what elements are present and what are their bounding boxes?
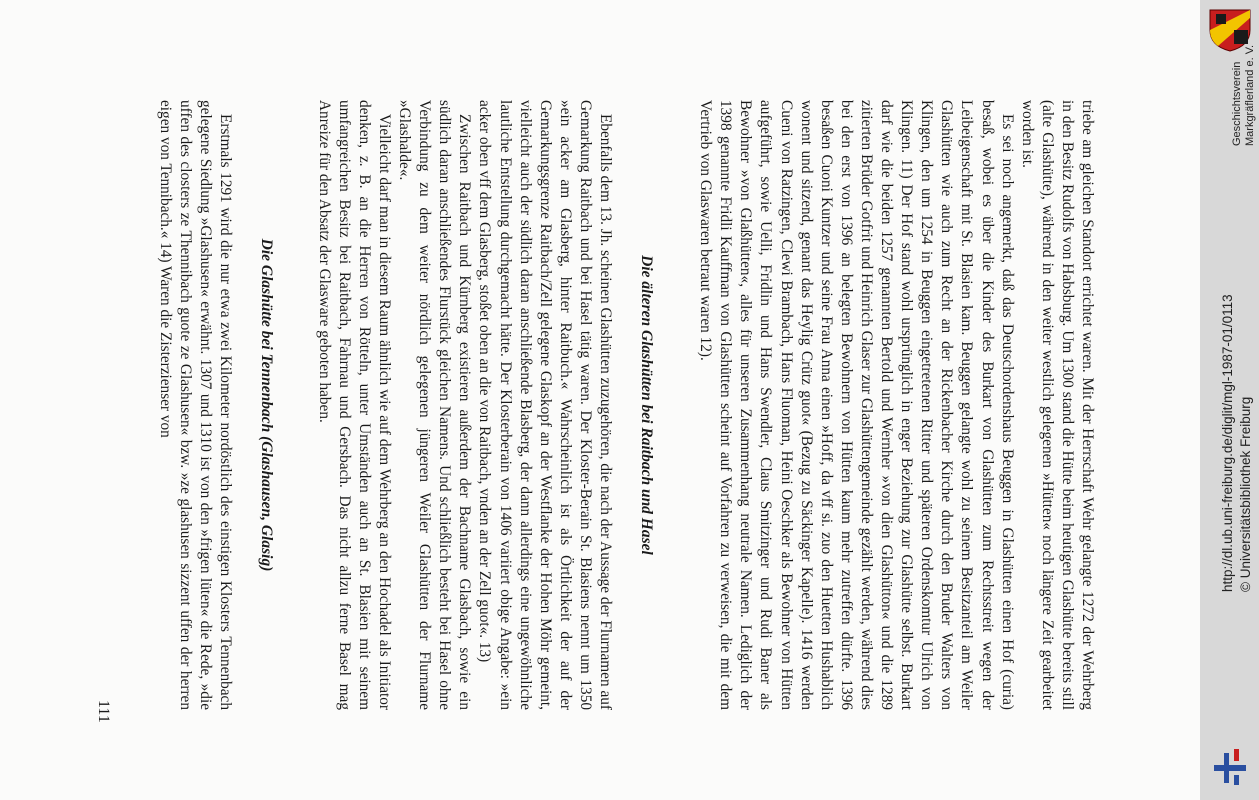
section-heading-tennenbach: Die Glashütte bei Tennenbach (Glashausen, Glasig) <box>258 238 275 572</box>
paragraph: Vielleicht darf man in diesem Raum ähnlich wie auf dem Wehrberg an den Hochadel als Initiator denken, z. B. an die Herren von Rötteln, unter Umständen auch an St. Blasien mit seinem umfangreichen Besitz bei Raitbach, Fahrnau und Gersbach. Das nicht allzu ferne Basel mag Anreize für den Absatz der Glasware geboten haben. <box>315 100 393 710</box>
permalink-url[interactable]: http://dl.ub.uni-freiburg.de/diglit/mgl-1987-01/0113 <box>1220 294 1235 592</box>
paragraph: Zwischen Raitbach und Kürnberg existieren außerdem der Bachname Glasbach, sowie ein südlich daran anschließendes Flurstück gleichen Namens. Und schließlich besteht bei Hasel ohne Verbindung zu dem weiter nördlich gelegenen jüngeren Weiler Glashütten der Flurname »Glashalde«. <box>396 100 474 710</box>
text-block-raitbach-hasel <box>314 100 615 710</box>
paragraph: Es sei noch angemerkt, daß das Deutschordenshaus Beuggen in Glashütten einen Hof (curia) besaß, wobei es über die Kinder des Burkart von Glashütten zum Rechtsstreit wegen der Leibeigenschaft mit St. Blasien kam. Beuggen gelangte wohl zu seinem Besitzanteil am Weiler Glashütten wie auch zum Recht an der Rickenbacher Kirche durch den Bruder Walters von Klingen, den um 1254 in Beuggen eingetretenen Ritter und späteren Ordenskomtur Ulrich von Klingen. 11) Der Hof stand wohl ursprünglich in enger Beziehung zur Glashütte selbst. Burkart darf wie die beiden 1257 genannten Bertold und Wernher »von dien Glashütton« und die 1289 zitierten Brüder Gotfrit und Heinrich Glaser zur Glashüttengemeinde gezählt werden, während dies bei den erst von 1396 an belegten Bewohnern von Hütten kaum mehr zutreffen dürfte. 1396 besaßen Cuoni Kuntzer und seine Frau Anna einen »Hoff, da vff si. zuo den Huetten Hushablich wonent und sitzend, genant das Heylig Crütz guot« (Bezug zu Säckinger Kapelle). 1416 werden Cueni von Ratzingen, Clewi Brambach, Hans Fluoman, Heini Oeschker als Bewohner von Hütten aufgeführt, sowie Uelli, Fridlin und Hans Swendler, Claus Smitzinger und Rudi Baner als Bewohner »von Glaßhütten«, alles für unseren Zusammenhang neutrale Namen. Lediglich der 1398 genannte Fridli Kauffman von Glashütten scheint auf Vorfahren zu verweisen, die mit dem Vertrieb von Glaswaren betraut waren 12). <box>697 100 1016 710</box>
paragraph: Ebenfalls dem 13. Jh. scheinen Glashütten zuzugehören, die nach der Aussage der Flurnamen auf Gemarkung Raitbach und bei Hasel tätig waren. Der Kloster-Berain St. Blasiens nennt um 1350 »ein acker am Glasberg, hinter Raitbuch.« Wahrscheinlich ist als Örtlichkeit der auf der Gemarkungsgrenze Raitbach/Zell gelegene Glaskopf an der Westflanke der Hohen Möhr gemeint, vielleicht auch der südlich daran anschließende Blasberg, der dann allerdings eine ungewöhnliche lautliche Entstellung durchgemacht hätte. Der Klosterberain von 1406 variiert obige Angabe: »ein acker oben vff dem Glasberg, stoßet oben an die von Raitbach, vnden an der Zell guot«. 13) <box>476 100 614 710</box>
text-block-tennenbach <box>155 100 235 710</box>
org-name-line2: Markgräflerland e. V. <box>1244 44 1256 146</box>
copyright-notice: © Universitätsbibliothek Freiburg <box>1238 396 1253 592</box>
section-heading-raitbach-hasel: Die älteren Glashütten bei Raitbach und Hasel <box>638 255 655 555</box>
paragraph: Erstmals 1291 wird die nur etwa zwei Kilometer nordöstlich des einstigen Klosters Tennenbach gelegene Siedlung »Glashusen« erwähnt. 1307 und 1310 ist von den »frigen lüten« die Rede, »die uffen des closters ze Thennibach guote ze Glashusen« bzw. »ze glashusen sizzent uffen der herren eigen von Tennibach.« 14) Waren die Zisterzienser von <box>156 100 234 710</box>
university-library-logo <box>1208 745 1252 789</box>
paragraph: triebe am gleichen Standort errichtet waren. Mit der Herrschaft Wehr gelangte 1272 der Wehrberg in den Besitz Rudolfs von Habsburg. Um 1300 stand die Hütte beim heutigen Glashütte bereits still (alte Glashütte), während in den weiter westlich gelegenen »Hütten« noch längere Zeit gearbeitet worden ist. <box>1018 100 1096 710</box>
org-name-line1: Geschichtsverein <box>1231 61 1243 146</box>
text-block-glashuetten <box>695 100 1097 710</box>
page-number: 111 <box>95 700 112 723</box>
